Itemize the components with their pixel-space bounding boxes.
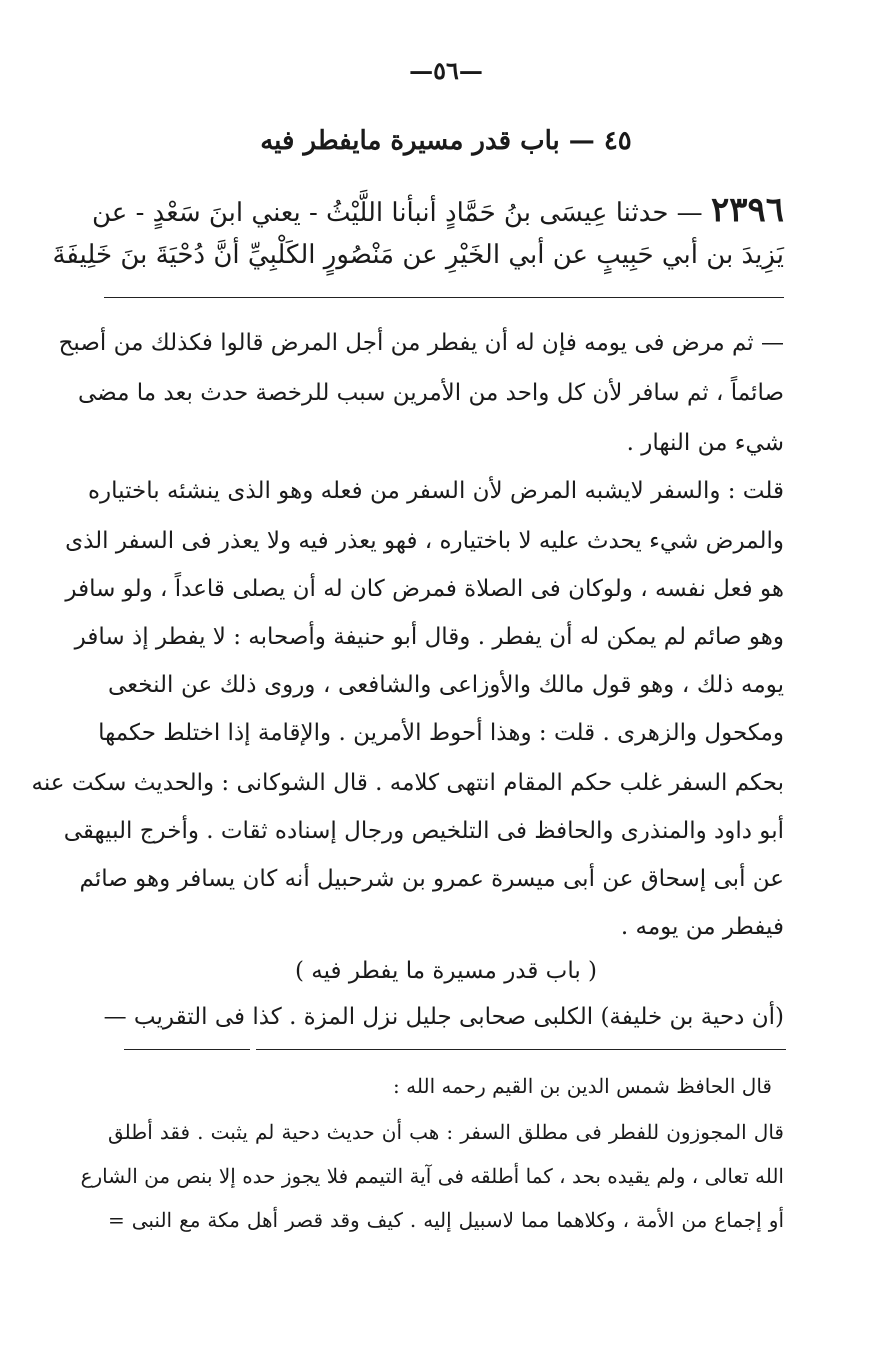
sub-heading: ( باب قدر مسيرة ما يفطر فيه ) <box>294 958 598 984</box>
hadith-divider <box>104 297 784 298</box>
hadith-line-2: يَزِيدَ بن أبي حَبِيبٍ عن أبي الخَيْرِ عن مَنْصُورٍ الكَلْبِيِّ أنَّ دُحْيَةَ بنَ خَلِيفَةَ <box>52 240 784 270</box>
note-line: (أن دحية بن خليفة) الكلبى صحابى جليل نزل المزة . كذا فى التقريب — <box>103 1004 784 1030</box>
footnote-heading: قال الحافظ شمس الدين بن القيم رحمه الله : <box>393 1074 772 1098</box>
commentary-line: والمرض شيء يحدث عليه لا باختياره ، فهو يعذر فيه ولا يعذر فى السفر الذى <box>65 528 784 554</box>
commentary-line: فيفطر من يومه . <box>620 914 784 940</box>
commentary-line: بحكم السفر غلب حكم المقام انتهى كلامه . قال الشوكانى : والحديث سكت عنه <box>31 770 784 796</box>
divider-left <box>124 1049 250 1050</box>
commentary-line: وهو صائم لم يمكن له أن يفطر . وقال أبو حنيفة وأصحابه : لا يفطر إذ سافر <box>74 624 784 650</box>
footnote-line: الله تعالى ، ولم يقيده بحد ، كما أطلقه فى آية التيمم فلا يجوز حده إلا بنص من الشارع <box>80 1164 784 1188</box>
commentary-line: ومكحول والزهرى . قلت : وهذا أحوط الأمرين . والإقامة إذا اختلط حكمها <box>98 720 784 746</box>
page-number: —٥٦— <box>409 56 483 85</box>
commentary-line: صائماً ، ثم سافر لأن كل واحد من الأمرين سبب للرخصة حدث بعد ما مضى <box>78 380 784 406</box>
hadith-number: ٢٣٩٦ <box>710 190 784 230</box>
footnote-line: أو إجماع من الأمة ، وكلاهما مما لاسبيل إليه . كيف وقد قصر أهل مكة مع النبى = <box>108 1208 784 1232</box>
footnote-line: قال المجوزون للفطر فى مطلق السفر : هب أن حديث دحية لم يثبت . فقد أطلق <box>108 1120 784 1144</box>
commentary-line: — ثم مرض فى يومه فإن له أن يفطر من أجل المرض قالوا فكذلك من أصبح <box>58 330 784 356</box>
commentary-line: يومه ذلك ، وهو قول مالك والأوزاعى والشافعى ، وروى ذلك عن النخعى <box>108 672 784 698</box>
chapter-heading: ٤٥ — باب قدر مسيرة مايفطر فيه <box>260 126 632 156</box>
commentary-line: هو فعل نفسه ، ولوكان فى الصلاة فمرض كان له أن يصلى قاعداً ، ولو سافر <box>65 576 784 602</box>
commentary-line: شيء من النهار . <box>626 430 784 456</box>
divider-right <box>256 1049 786 1050</box>
hadith-line-1 <box>92 190 784 230</box>
commentary-line: قلت : والسفر لايشبه المرض لأن السفر من فعله وهو الذى ينشئه باختياره <box>87 478 784 504</box>
hadith-text-1: — حدثنا عِيسَى بنُ حَمَّادٍ أنبأنا اللَّيْثُ - يعني ابنَ سَعْدٍ - عن <box>92 198 703 228</box>
commentary-line: أبو داود والمنذرى والحافظ فى التلخيص ورجال إسناده ثقات . وأخرج البيهقى <box>63 818 784 844</box>
commentary-line: عن أبى إسحاق عن أبى ميسرة عمرو بن شرحبيل أنه كان يسافر وهو صائم <box>79 866 784 892</box>
